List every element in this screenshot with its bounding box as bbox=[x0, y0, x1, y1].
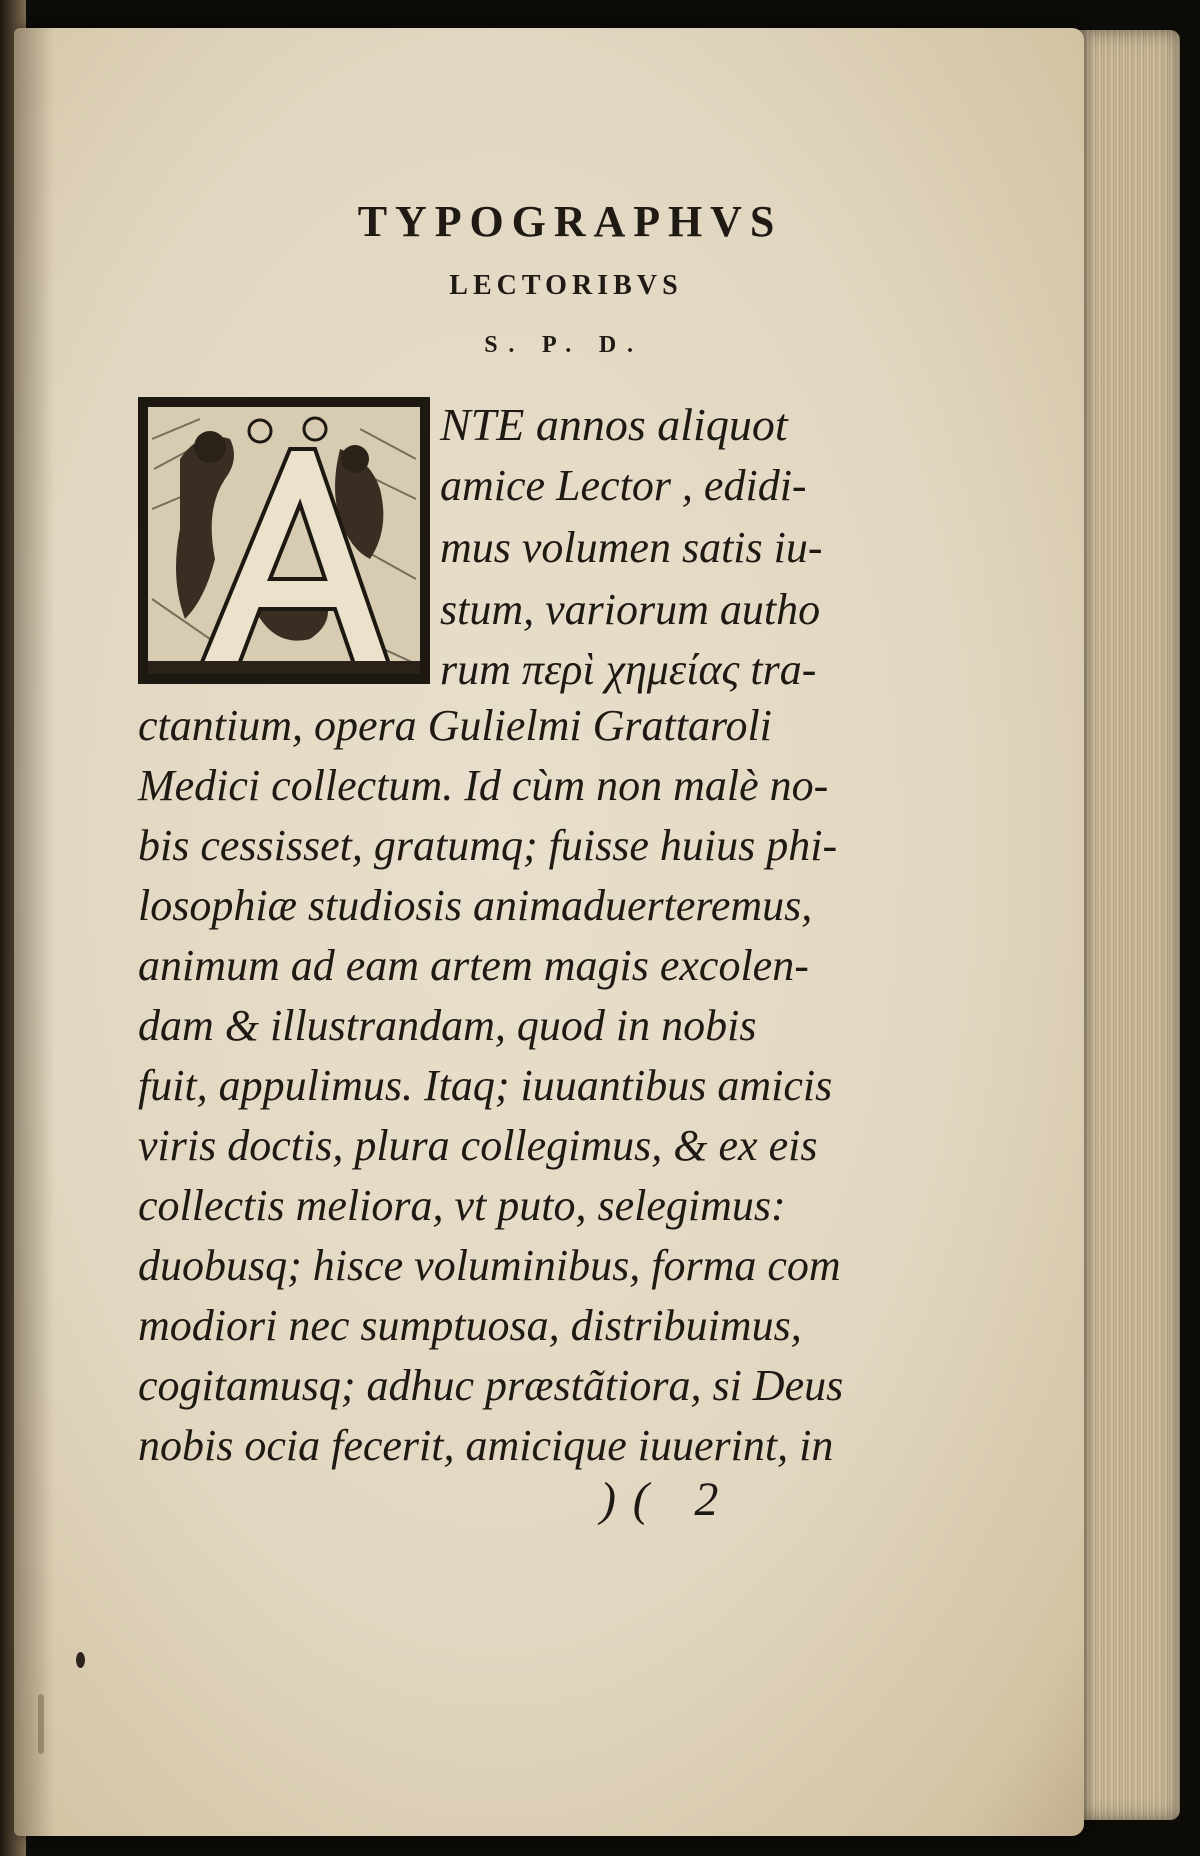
page-title: TYPOGRAPHVS bbox=[357, 197, 783, 246]
body-line-11: dam & illustrandam, quod in nobis bbox=[138, 1001, 757, 1050]
body-line-3: mus volumen satis iu- bbox=[440, 523, 823, 572]
signature-mark: )( 2 bbox=[600, 1473, 736, 1526]
decorated-initial bbox=[138, 397, 430, 684]
body-line-14: collectis meliora, vt puto, selegimus: bbox=[138, 1181, 786, 1230]
body-line-8: bis cessisset, gratumq; fuisse huius phi- bbox=[138, 821, 838, 870]
body-line-15: duobusq; hisce voluminibus, forma com bbox=[138, 1241, 841, 1290]
body-line-7: Medici collectum. Id cùm non malè no- bbox=[138, 761, 829, 810]
body-line-16: modiori nec sumptuosa, distribuimus, bbox=[138, 1301, 802, 1350]
page-stain bbox=[38, 1694, 44, 1754]
body-line-13: viris doctis, plura collegimus, & ex eis bbox=[138, 1121, 818, 1170]
salutation: S. P. D. bbox=[484, 332, 644, 358]
woodcut-initial-illustration bbox=[140, 399, 428, 682]
body-line-4: stum, variorum autho bbox=[440, 585, 821, 634]
body-line-17: cogitamusq; adhuc præstãtiora, si Deus bbox=[138, 1361, 844, 1410]
page-subtitle: LECTORIBVS bbox=[449, 270, 683, 301]
body-line-9: losophiæ studiosis animaduerteremus, bbox=[138, 881, 813, 930]
body-line-1: NTE annos aliquot bbox=[440, 399, 788, 450]
body-line-18: nobis ocia fecerit, amicique iuuerint, in bbox=[138, 1421, 834, 1470]
page-blemish bbox=[76, 1652, 85, 1668]
body-line-5: rum περὶ χημείας tra- bbox=[440, 645, 817, 694]
body-line-10: animum ad eam artem magis excolen- bbox=[138, 941, 809, 990]
body-line-2: amice Lector , edidi- bbox=[440, 461, 807, 510]
body-line-12: fuit, appulimus. Itaq; iuuantibus amicis bbox=[138, 1061, 833, 1110]
body-line-6: ctantium, opera Gulielmi Grattaroli bbox=[138, 701, 772, 750]
